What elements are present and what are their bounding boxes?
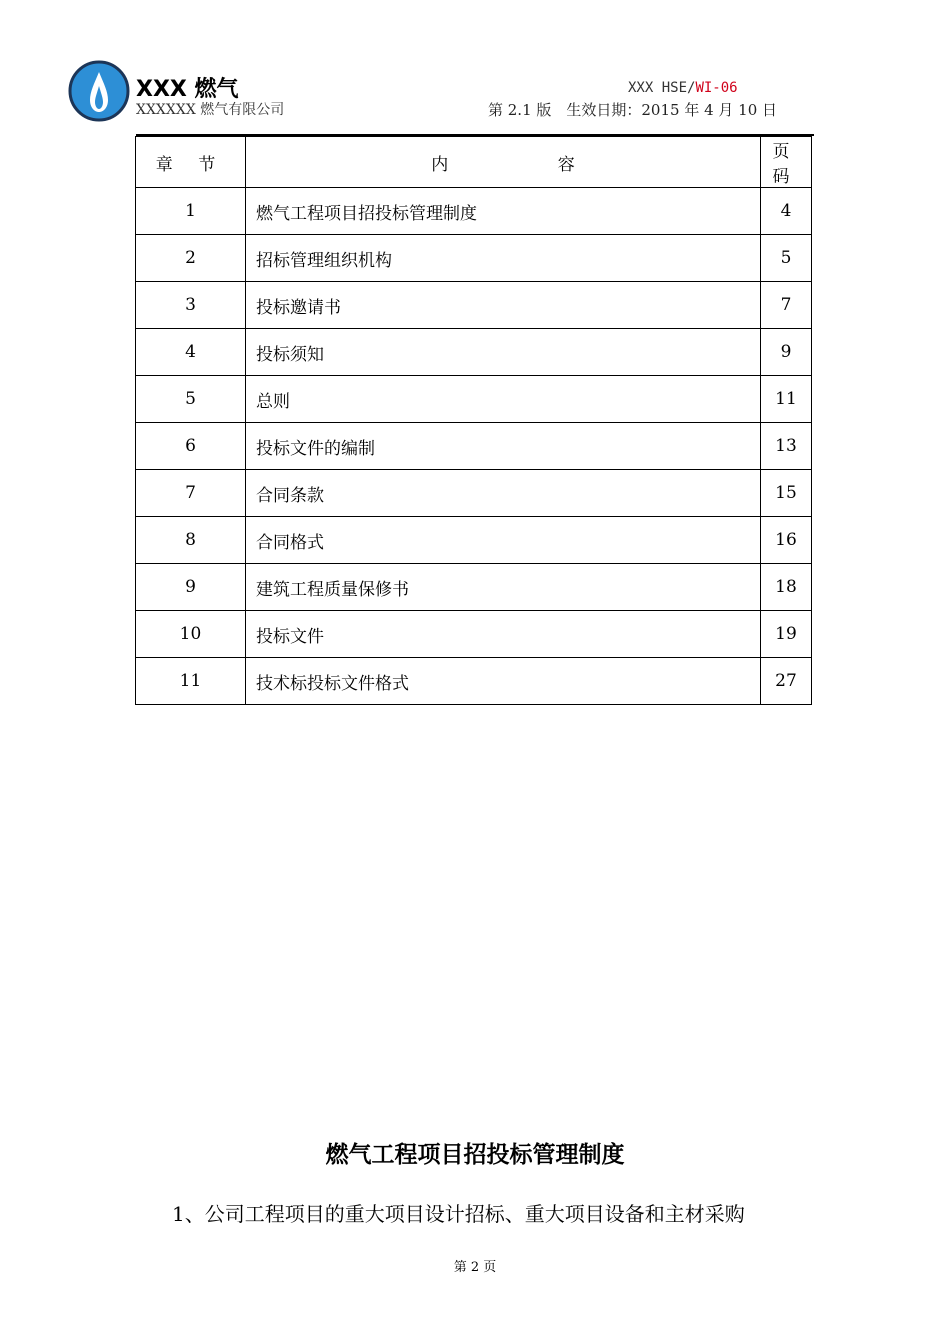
toc-chapter-cell: 4 (136, 329, 246, 376)
toc-page-cell: 13 (761, 423, 812, 470)
toc-chapter-cell: 1 (136, 188, 246, 235)
toc-header-row (136, 137, 812, 188)
toc-content-cell: 合同条款 (246, 470, 761, 517)
toc-chapter-cell: 3 (136, 282, 246, 329)
table-row (136, 564, 812, 611)
table-of-contents (135, 136, 812, 705)
toc-page-cell: 11 (761, 376, 812, 423)
toc-page-cell: 19 (761, 611, 812, 658)
flame-logo-icon (68, 60, 130, 122)
toc-header-content: 内 容 (246, 137, 761, 188)
toc-header-chapter: 章 节 (136, 137, 246, 188)
table-row (136, 658, 812, 705)
toc-page-cell: 4 (761, 188, 812, 235)
table-row (136, 376, 812, 423)
toc-page-cell: 9 (761, 329, 812, 376)
table-row (136, 470, 812, 517)
toc-content-cell: 投标文件的编制 (246, 423, 761, 470)
toc-chapter-cell: 10 (136, 611, 246, 658)
toc-page-cell: 18 (761, 564, 812, 611)
toc-page-cell: 27 (761, 658, 812, 705)
table-row (136, 517, 812, 564)
table-row (136, 235, 812, 282)
document-code-suffix: WI-06 (695, 80, 738, 96)
toc-chapter-cell: 8 (136, 517, 246, 564)
toc-chapter-cell: 11 (136, 658, 246, 705)
toc-content-cell: 投标文件 (246, 611, 761, 658)
toc-page-cell: 15 (761, 470, 812, 517)
brand-name: XXX 燃气 (136, 77, 239, 102)
version-effective-date: 第 2.1 版 生效日期：2015 年 4 月 10 日 (488, 101, 778, 119)
table-row (136, 282, 812, 329)
body-paragraph: 1、公司工程项目的重大项目设计招标、重大项目设备和主材采购 (172, 1202, 745, 1226)
table-row (136, 423, 812, 470)
toc-content-cell: 投标须知 (246, 329, 761, 376)
toc-header-page: 页 码 (761, 137, 812, 188)
toc-chapter-cell: 2 (136, 235, 246, 282)
toc-chapter-cell: 6 (136, 423, 246, 470)
document-code (628, 80, 738, 96)
toc-content-cell: 技术标投标文件格式 (246, 658, 761, 705)
toc-content-cell: 燃气工程项目招投标管理制度 (246, 188, 761, 235)
toc-page-cell: 16 (761, 517, 812, 564)
document-code-prefix: XXX HSE/ (628, 80, 696, 96)
toc-content-cell: 投标邀请书 (246, 282, 761, 329)
table-row (136, 329, 812, 376)
toc-content-cell: 招标管理组织机构 (246, 235, 761, 282)
toc-chapter-cell: 7 (136, 470, 246, 517)
page-number: 第 2 页 (453, 1260, 497, 1275)
toc-chapter-cell: 5 (136, 376, 246, 423)
toc-content-cell: 总则 (246, 376, 761, 423)
company-name: XXXXXX 燃气有限公司 (136, 102, 285, 118)
toc-page-cell: 7 (761, 282, 812, 329)
toc-chapter-cell: 9 (136, 564, 246, 611)
table-row (136, 188, 812, 235)
toc-content-cell: 建筑工程质量保修书 (246, 564, 761, 611)
table-row (136, 611, 812, 658)
section-title: 燃气工程项目招投标管理制度 (325, 1142, 625, 1168)
toc-content-cell: 合同格式 (246, 517, 761, 564)
toc-page-cell: 5 (761, 235, 812, 282)
